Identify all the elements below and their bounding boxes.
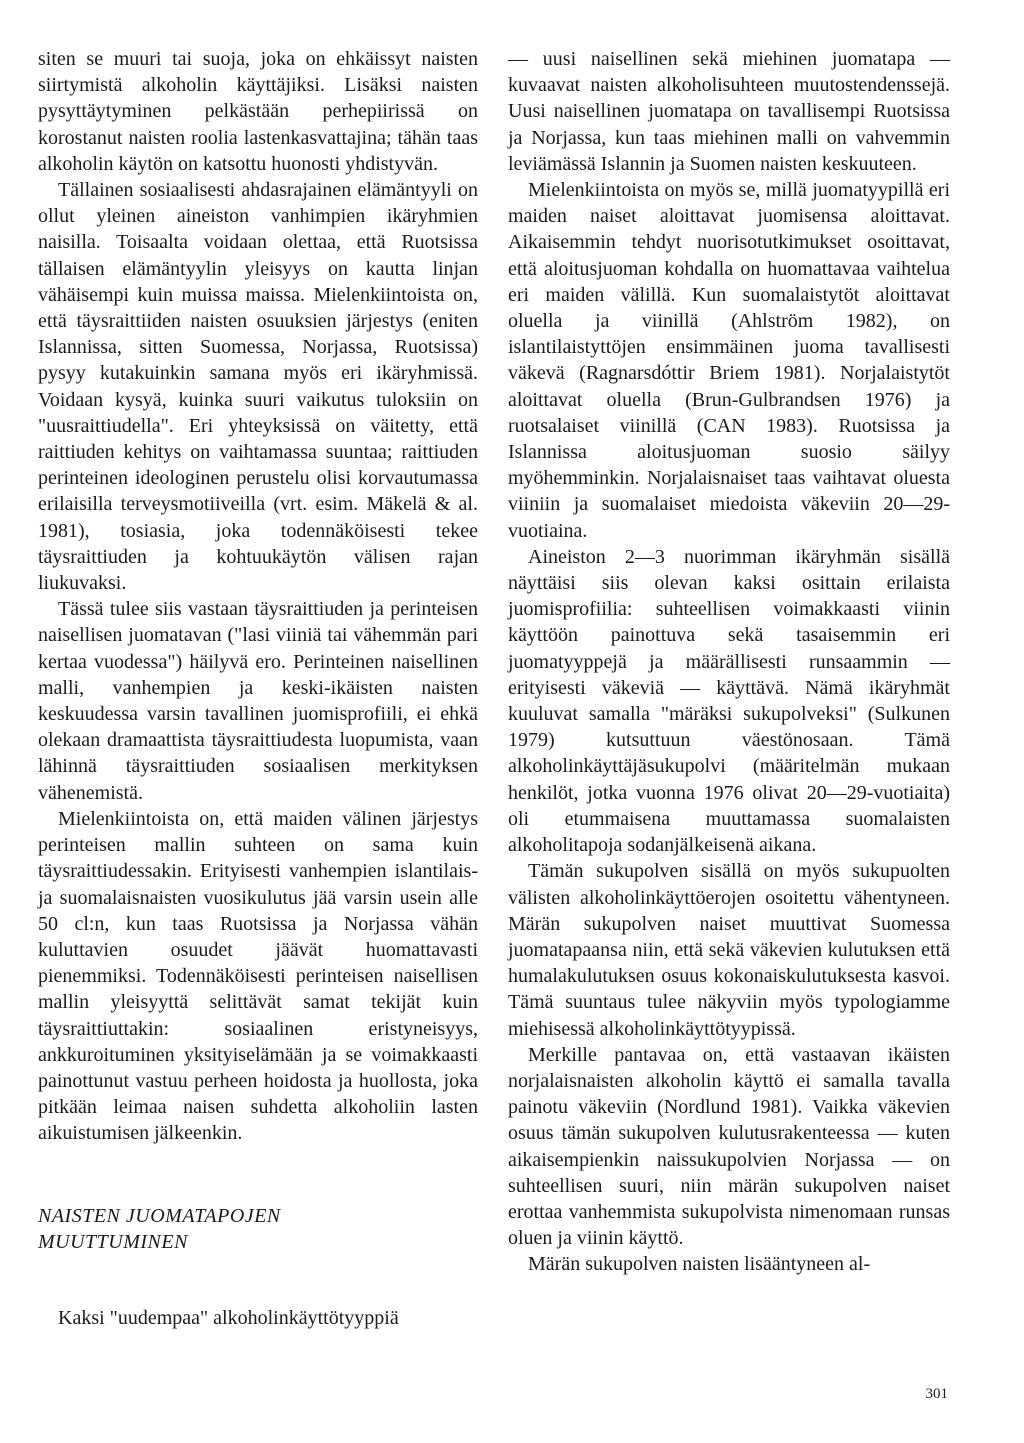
- section-heading-line: MUUTTUMINEN: [38, 1230, 188, 1253]
- paragraph: Merkille pantavaa on, että vastaavan ikäisten norjalaisnaisten alkoholin käyttö ei samalla tavalla painotu väkeviin (Nordlund 1981). Vaikka väkevien osuus tämän sukupolven kulutusrakenteessa — kuten aikaisempienkin naissukupolvien Norjassa — on suhteellisen suuri, niin märän sukupolven naiset erottaa vanhemmista sukupolvista nimenomaan runsas oluen ja viinin käyttö.: [508, 1043, 950, 1250]
- paragraph: Mielenkiintoista on, että maiden välinen järjestys perinteisen mallin suhteen on sama kuin täysraittiudessakin. Erityisesti vanhempien islantilais- ja suomalaisnaisten vuosikulutus jää varsin usein alle 50 cl:n, kun taas Ruotsissa ja Norjassa vähän kuluttavien osuudet jäävät huomattavasti pienemmiksi. Todennäköisesti perinteisen naisellisen mallin yleisyyttä selittävät samat tekijät kuin täysraittiuttakin: sosiaalinen eristyneisyys, ankkuroituminen yksityiselämään ja se voimakkaasti painottunut vastuu perheen hoidosta ja huollosta, joka pitkään leimaa naisen suhdetta alkoholiin lasten aikuistumisen jälkeenkin.: [38, 807, 478, 1145]
- paragraph: Tämän sukupolven sisällä on myös sukupuolten välisten alkoholinkäyttöerojen osoitettu vähentyneen. Märän sukupolven naiset muuttivat Suomessa juomatapaansa niin, että sekä väkevien kulutuksen että humalakulutuksen osuus kokonaiskulutuksesta kasvoi. Tämä suuntaus tulee näkyviin myös typologiamme miehisessä alkoholinkäyttötyypissä.: [508, 860, 950, 1040]
- left-column: [38, 46, 478, 1331]
- paragraph: Tällainen sosiaalisesti ahdasrajainen elämäntyyli on ollut yleinen aineiston vanhimpien ikäryhmien naisilla. Toisaalta voidaan olettaa, että Ruotsissa tällaisen elämäntyylin yleisyys on kautta linjan vähäisempi kuin muissa maissa. Mielenkiintoista on, että täysraittiiden naisten osuuksien järjestys (eniten Islannissa, sitten Suomessa, Norjassa, Ruotsissa) pysyy kutakuinkin samana myös eri ikäryhmissä. Voidaan kysyä, kuinka suuri vaikutus tuloksiin on "uusraittiudella". Eri yhteyksissä on väitetty, että raittiuden kehitys on vaihtamassa suuntaa; raittiuden perinteinen ideologinen perustelu olisi korvautumassa erilaisilla terveysmotiiveilla (vrt. esim. Mäkelä & al. 1981), tosiasia, joka todennäköisesti tekee täysraittiuden ja kohtuukäytön välisen rajan liukuvaksi.: [38, 179, 478, 595]
- page-number: 301: [925, 1386, 948, 1402]
- section-heading-line: NAISTEN JUOMATAPOJEN: [38, 1204, 281, 1227]
- paragraph: Mielenkiintoista on myös se, millä juomatyypillä eri maiden naiset aloittavat juomisensa aloittavat. Aikaisemmin tehdyt nuorisotutkimukset osoittavat, että aloitusjuoman kohdalla on huomattavaa vaihtelua eri maiden välillä. Kun suomalaistytöt aloittavat oluella ja viinillä (Ahlström 1982), on islantilaistyttöjen ensimmäinen juoma tavallisesti väkevä (Ragnarsdóttir Briem 1981). Norjalaistytöt aloittavat oluella (Brun-Gulbrandsen 1976) ja ruotsalaiset viinillä (CAN 1983). Ruotsissa ja Islannissa aloitusjuoman suosio säilyy myöhemminkin. Norjalaisnaiset taas vaihtavat oluesta viiniin ja suomalaiset miedoista väkeviin 20—29-vuotiaina.: [508, 179, 950, 542]
- paragraph: siten se muuri tai suoja, joka on ehkäissyt naisten siirtymistä alkoholin käyttäjiksi. Lisäksi naisten pysyttäytyminen pelkästään perhepiirissä on korostanut naisten roolia lastenkasvattajina; tähän taas alkoholin käytön on katsottu huonosti yhdistyvän.: [38, 48, 478, 175]
- section-heading: [38, 1203, 478, 1255]
- paragraph: Tässä tulee siis vastaan täysraittiuden ja perinteisen naisellisen juomatavan ("lasi viiniä tai vähemmän pari kertaa vuodessa") häilyvä ero. Perinteinen naisellinen malli, vanhempien ja keski-ikäisten naisten keskuudessa varsin tavallinen juomisprofiili, ei ehkä olekaan dramaattista täysraittiudesta luopumista, vaan lähinnä täysraittiuden sosiaalisen merkityksen vähenemistä.: [38, 598, 478, 804]
- right-column: [508, 46, 950, 1278]
- paragraph: — uusi naisellinen sekä miehinen juomatapa — kuvaavat naisten alkoholisuhteen muutostendenssejä. Uusi naisellinen juomatapa on tavallisempi Ruotsissa ja Norjassa, kun taas miehinen malli on vahvemmin leviämässä Islannin ja Suomen naisten keskuuteen.: [508, 48, 950, 175]
- paragraph: Aineiston 2—3 nuorimman ikäryhmän sisällä näyttäisi siis olevan kaksi osittain erilaista juomisprofiilia: suhteellisen voimakkaasti viinin käyttöön painottuva sekä tasaisemmin eri juomatyyppejä ja määrällisesti runsaammin — erityisesti väkeviä — käyttävä. Nämä ikäryhmät kuuluvat samalla "märäksi sukupolveksi" (Sulkunen 1979) kutsuttuun väestönosaan. Tämä alkoholinkäyttäjäsukupolvi (määritelmän mukaan henkilöt, jotka vuonna 1976 olivat 20—29-vuotiaita) oli etummaisena muuttamassa suomalaisten alkoholitapoja sodanjälkeisenä aikana.: [508, 545, 950, 857]
- paragraph: Kaksi "uudempaa" alkoholinkäyttötyyppiä: [58, 1306, 399, 1329]
- paragraph: Märän sukupolven naisten lisääntyneen al-: [528, 1253, 871, 1276]
